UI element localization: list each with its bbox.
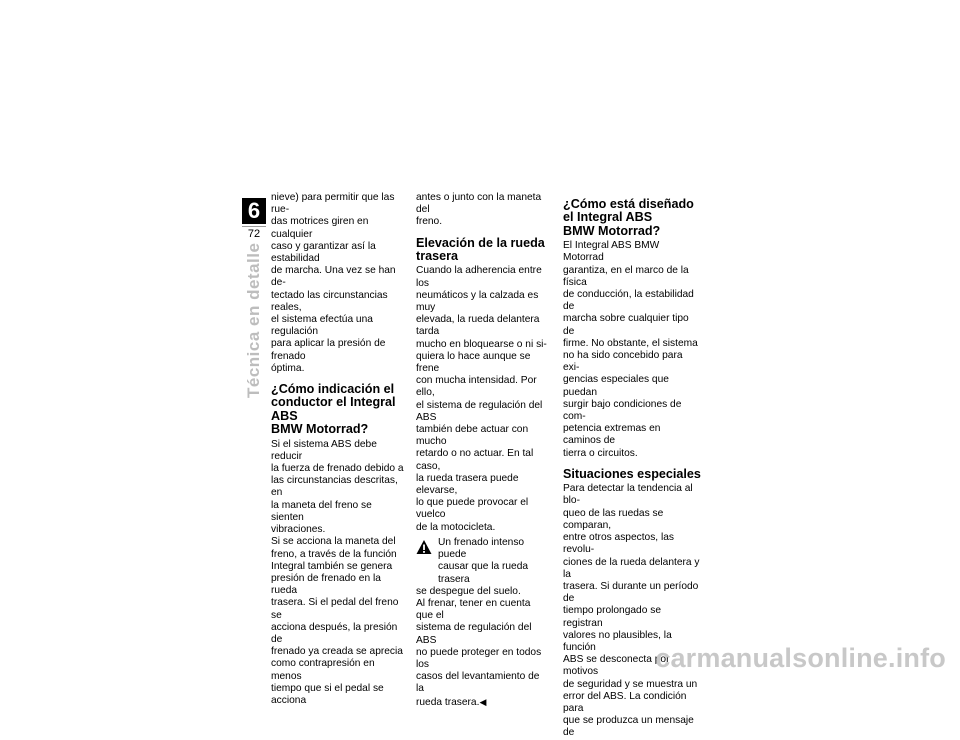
column2-intro-paragraph: antes o junto con la maneta del freno. xyxy=(416,192,542,228)
heading-rear-wheel-lift: Elevación de la rueda trasera xyxy=(416,235,545,264)
column2-paragraph-adherence: Cuando la adherencia entre los neumáticos y la calzada es muy elevada, la rueda delantera tarda mucho en bloquearse o ni si- quiera lo hace aunque se frene con mucha intensidad. Por ello, el sistema de regulación del ABS también debe actuar con mucho retardo o no actuar. En tal caso, la rueda trasera puede elevarse, lo que puede provocar el vuelco de la motocicleta. xyxy=(416,265,547,533)
heading-special-situations: Situaciones especiales xyxy=(563,466,701,481)
column3-paragraph-design: El Integral ABS BMW Motorrad garantiza, en el marco de la física de conducción, la estabilidad de marcha sobre cualquier tipo de firme. No obstante, el sistema no ha sido concebido para exi- gencias especiales que puedan surgir bajo condiciones de com- petencia extremas en caminos de tierra o circuitos. xyxy=(563,240,698,459)
watermark-text: carmanualsonline.info xyxy=(655,643,946,673)
warning-text-indented: Un frenado intenso puede causar que la rueda trasera xyxy=(438,536,529,585)
column2-paragraph-braking-text: Al frenar, tener en cuenta que el sistema de regulación del ABS no puede proteger en todos los casos del levantamiento de la rueda trasera. xyxy=(416,597,542,708)
warning-triangle-icon xyxy=(416,539,432,555)
heading-abs-indication: ¿Cómo indicación el conductor el Integral ABS BMW Motorrad? xyxy=(271,382,396,437)
page-number: 72 xyxy=(242,226,266,241)
column1-paragraph-vibrations: Si el sistema ABS debe reducir la fuerza de frenado debido a las circunstancias descritas, en la maneta del freno se sienten vibraciones. xyxy=(271,438,404,536)
warning-note xyxy=(416,537,550,598)
section-end-marker: ◀ xyxy=(479,696,487,707)
text-column-2 xyxy=(416,192,550,709)
column3-paragraph-special: Para detectar la tendencia al blo- queo de las ruedas se comparan, entre otros aspectos, las revolu- ciones de la rueda delantera y la trasera. Si durante un período de tiempo prolongado se registran valores no plausibles, la función ABS se desconecta por motivos de seguridad y se muestra un error del ABS. La condición para que se produzca un mensaje de xyxy=(563,483,700,739)
column1-paragraph-integral: Si se acciona la maneta del freno, a través de la función Integral también se genera presión de frenado en la rueda trasera. Si el pedal del freno se acciona después, la presión de frenado ya creada se aprecia como contrapresión en menos tiempo que si el pedal se acciona xyxy=(271,536,403,706)
chapter-number: 6 xyxy=(242,198,266,224)
heading-abs-design: ¿Cómo está diseñado el Integral ABS BMW Motorrad? xyxy=(563,197,694,238)
text-column-1 xyxy=(271,192,406,707)
chapter-marker xyxy=(242,198,266,240)
warning-text-rest: se despegue del suelo. xyxy=(416,585,521,597)
column2-paragraph-braking xyxy=(416,598,550,709)
chapter-side-title: Técnica en detalle xyxy=(244,242,263,398)
column1-intro-paragraph: nieve) para permitir que las rue- das motrices giren en cualquier caso y garantizar así la estabilidad de marcha. Una vez se han de- tectado las circunstancias reales, el sistema efectúa una regulación para aplicar la presión de frenado óptima. xyxy=(271,192,396,374)
